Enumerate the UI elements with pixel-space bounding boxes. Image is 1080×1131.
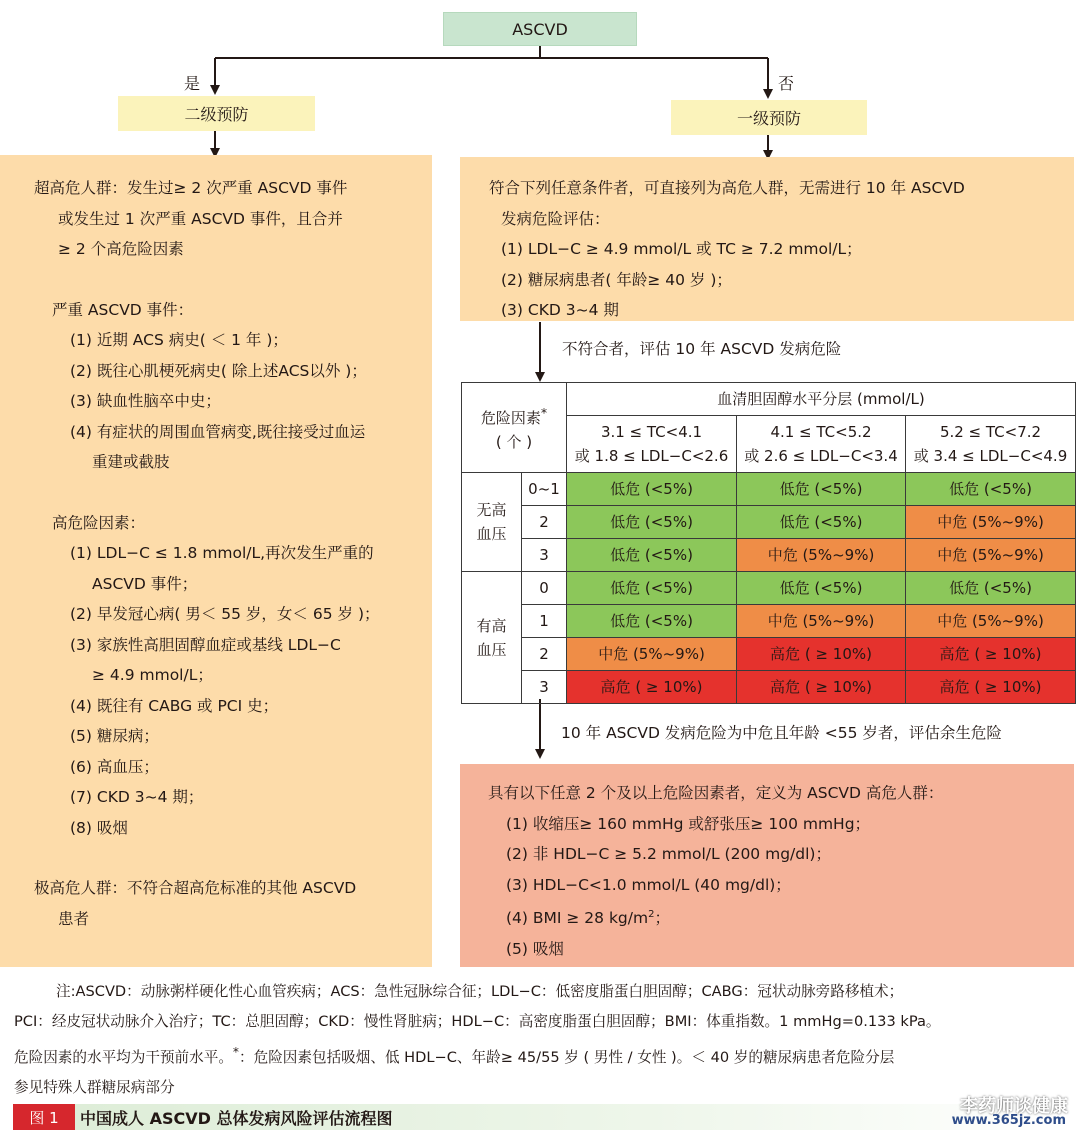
group-no-hypertension: 无高 血压 [462,473,522,572]
risk-factor-count: 0 [522,572,567,605]
figure-tag: 图 1 [13,1104,75,1130]
high-risk-factor-item: ASCVD 事件； [92,574,198,593]
risk-factor-count: 2 [522,638,567,671]
risk-cell: 低危 (<5%) [567,572,737,605]
secondary-prevention-panel [0,155,432,967]
lifetime-risk-title: 具有以下任意 2 个及以上危险因素者，定义为 ASCVD 高危人群： [488,784,944,802]
risk-cell: 低危 (<5%) [567,506,737,539]
risk-cell: 高危 ( ≥ 10%) [737,671,906,704]
figure-notes: 注:ASCVD：动脉粥样硬化性心血管疾病；ACS：急性冠脉综合征；LDL−C：低密度脂蛋白胆固醇；CABG：冠状动脉旁路移植术； PCI：经皮冠状动脉介入治疗；TC：总胆固醇；CKD：慢性肾脏病；HDL−C：高密度脂蛋白胆固醇；BMI：体重指数。1 mmHg=0.133 kPa。 危险因素的水平均为干预前水平。*：危险因素包括吸烟、低 HDL−C、年龄≥ 45/55 岁 ( 男性 / 女性 )。＜ 40 岁的糖尿病患者危险分层 参见特殊人群糖尿病部分 [14,983,941,1096]
figure-title: 中国成人 ASCVD 总体发病风险评估流程图 [80,1108,393,1128]
risk-cell: 中危 (5%~9%) [737,539,906,572]
risk-factor-count: 3 [522,539,567,572]
direct-high-risk-item: (3) CKD 3~4 期 [501,301,619,319]
very-high-risk-line: ≥ 2 个高危险因素 [58,240,184,258]
arrow-label-evaluate: 不符合者，评估 10 年 ASCVD 发病危险 [562,340,842,358]
severe-events-title: 严重 ASCVD 事件： [52,300,194,319]
risk-cell: 低危 (<5%) [567,605,737,638]
risk-cell: 低危 (<5%) [737,506,906,539]
direct-high-risk-line: 发病危险评估： [501,209,610,228]
watermark: 李药师谈健康 [960,1096,1068,1117]
severe-event-item: 重建或截肢 [92,453,170,471]
high-risk-factor-item: (3) 家族性高胆固醇血症或基线 LDL−C [70,635,341,654]
severe-event-item: (1) 近期 ACS 病史( ＜ 1 年 )； [70,331,288,349]
high-risk-factor-item: (7) CKD 3~4 期； [70,788,204,806]
direct-high-risk-panel [460,157,1074,321]
high-risk-factors-title: 高危险因素： [52,513,146,532]
risk-cell: 高危 ( ≥ 10%) [567,671,737,704]
high-risk-factor-item: (5) 糖尿病； [70,727,159,745]
high-risk-factor-item: ≥ 4.9 mmol/L； [92,666,213,684]
risk-cell: 中危 (5%~9%) [906,506,1076,539]
very-high-risk-line: 超高危人群：发生过≥ 2 次严重 ASCVD 事件 [34,179,348,197]
extreme-risk-line: 极高危人群：不符合超高危标准的其他 ASCVD [34,879,357,897]
severe-event-item: (4) 有症状的周围血管病变,既往接受过血运 [70,422,366,441]
group-hypertension: 有高 血压 [462,572,522,704]
high-risk-factor-item: (1) LDL−C ≤ 1.8 mmol/L,再次发生严重的 [70,544,374,562]
very-high-risk-line: 或发生过 1 次严重 ASCVD 事件，且合并 [58,209,343,228]
risk-stratification-table [461,382,1076,704]
risk-cell: 低危 (<5%) [906,473,1076,506]
risk-cell: 中危 (5%~9%) [567,638,737,671]
risk-cell: 中危 (5%~9%) [906,539,1076,572]
risk-cell: 高危 ( ≥ 10%) [906,671,1076,704]
high-risk-factor-item: (8) 吸烟 [70,818,128,837]
cholesterol-stratum: 4.1 ≤ TC<5.2 或 2.6 ≤ LDL−C<3.4 [737,416,906,473]
lifetime-risk-item: (1) 收缩压≥ 160 mmHg 或舒张压≥ 100 mmHg； [506,814,871,833]
direct-high-risk-item: (2) 糖尿病患者( 年龄≥ 40 岁 )； [501,270,732,289]
direct-high-risk-item: (1) LDL−C ≥ 4.9 mmol/L 或 TC ≥ 7.2 mmol/L； [501,240,862,258]
risk-cell: 低危 (<5%) [737,473,906,506]
branch-yes-label: 是 [184,74,201,93]
severe-event-item: (3) 缺血性脑卒中史； [70,392,221,410]
cholesterol-header: 血清胆固醇水平分层 (mmol/L) [567,383,1076,416]
risk-cell: 低危 (<5%) [567,539,737,572]
risk-cell: 高危 ( ≥ 10%) [906,638,1076,671]
secondary-prevention-node: 二级预防 [118,96,315,131]
cholesterol-stratum: 3.1 ≤ TC<4.1 或 1.8 ≤ LDL−C<2.6 [567,416,737,473]
risk-cell: 高危 ( ≥ 10%) [737,638,906,671]
ascvd-node: ASCVD [443,12,637,46]
risk-cell: 低危 (<5%) [906,572,1076,605]
high-risk-factor-item: (2) 早发冠心病( 男＜ 55 岁，女＜ 65 岁 )； [70,605,380,623]
risk-factor-count: 3 [522,671,567,704]
risk-cell: 低危 (<5%) [567,473,737,506]
extreme-risk-line: 患者 [58,909,90,928]
lifetime-risk-item: (3) HDL−C<1.0 mmol/L (40 mg/dl)； [506,875,791,894]
direct-high-risk-line: 符合下列任意条件者，可直接列为高危人群，无需进行 10 年 ASCVD [489,179,965,197]
severe-event-item: (2) 既往心肌梗死病史( 除上述ACS以外 )； [70,361,367,380]
branch-no-label: 否 [778,74,795,93]
risk-factor-count: 1 [522,605,567,638]
lifetime-risk-item: (5) 吸烟 [506,939,564,958]
risk-cell: 中危 (5%~9%) [906,605,1076,638]
watermark-url: www.365jz.com [951,1113,1066,1128]
risk-factor-header: 危险因素* ( 个 ) [462,383,567,473]
high-risk-factor-item: (6) 高血压； [70,757,159,776]
risk-factor-count: 2 [522,506,567,539]
arrow-label-lifetime-risk: 10 年 ASCVD 发病危险为中危且年龄 <55 岁者，评估余生危险 [561,724,1002,742]
lifetime-risk-item: (2) 非 HDL−C ≥ 5.2 mmol/L (200 mg/dl)； [506,845,831,863]
cholesterol-stratum: 5.2 ≤ TC<7.2 或 3.4 ≤ LDL−C<4.9 [906,416,1076,473]
lifetime-risk-item: (4) BMI ≥ 28 $kg/m^2$； [506,909,670,928]
high-risk-factor-item: (4) 既往有 CABG 或 PCI 史； [70,696,279,715]
risk-cell: 中危 (5%~9%) [737,605,906,638]
primary-prevention-node: 一级预防 [671,100,867,135]
risk-factor-count: 0~1 [522,473,567,506]
lifetime-high-risk-panel [460,764,1074,967]
risk-cell: 低危 (<5%) [737,572,906,605]
